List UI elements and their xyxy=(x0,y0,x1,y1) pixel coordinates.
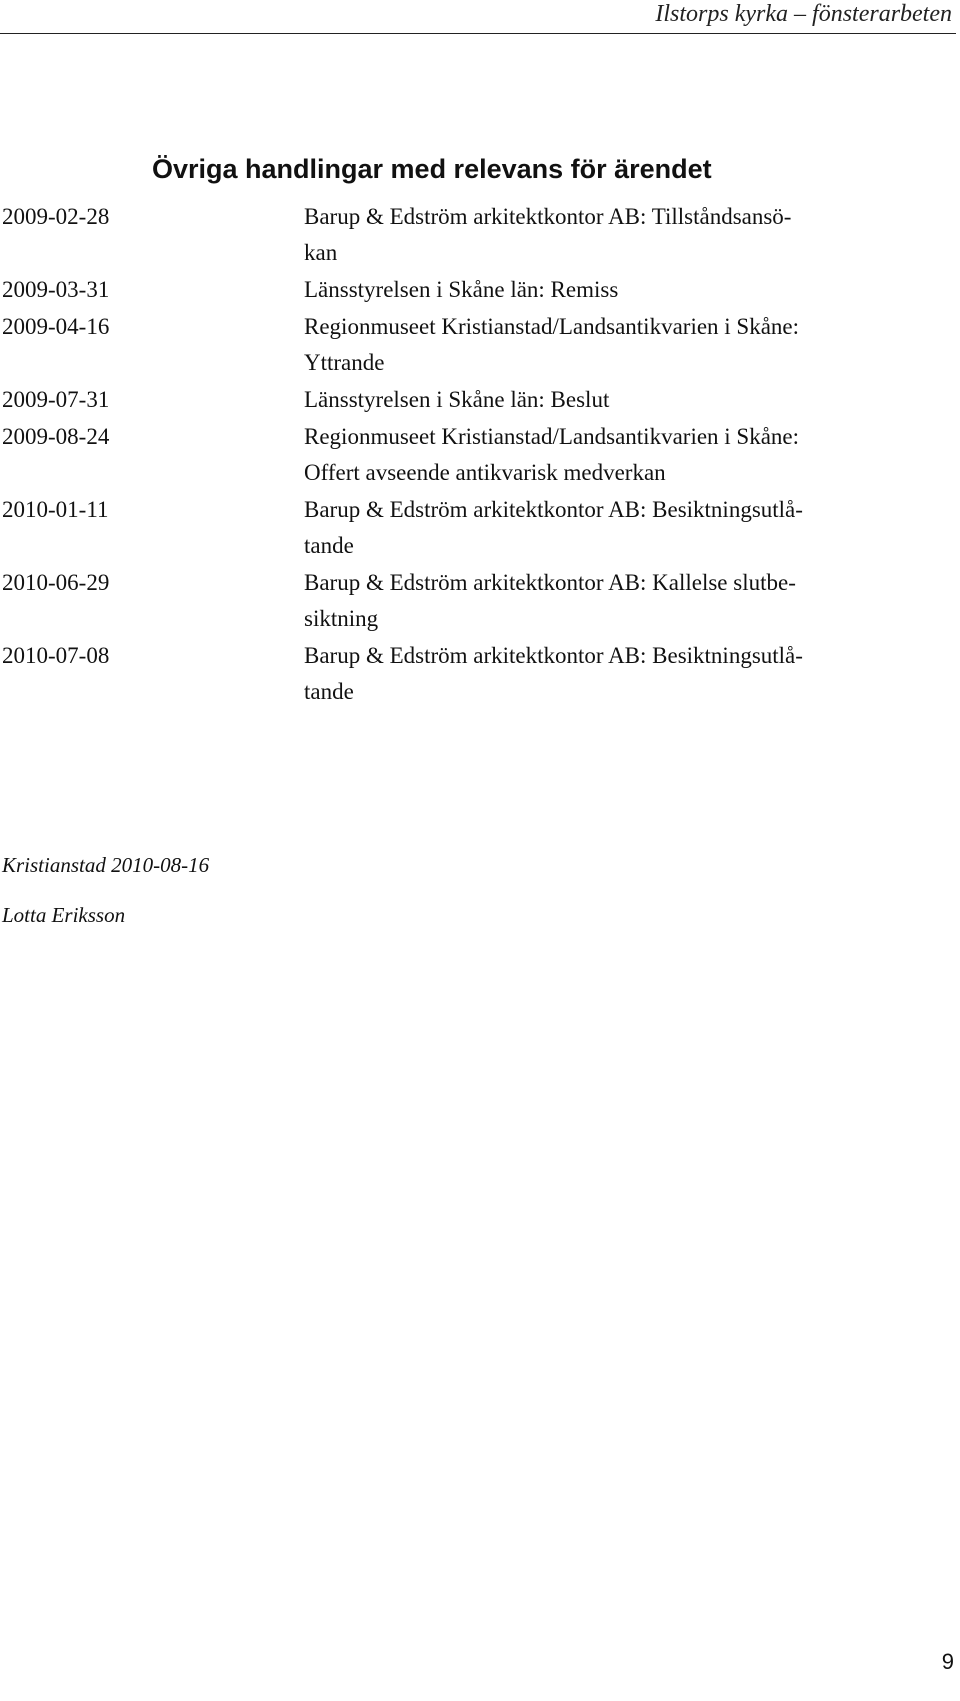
running-title: Ilstorps kyrka – fönsterarbeten xyxy=(655,1,952,27)
list-item xyxy=(0,419,960,491)
document-date: 2009-03-31 xyxy=(2,277,110,302)
description-line: Barup & Edström arkitektkontor AB: Kallelse slutbe- xyxy=(304,570,796,595)
description-line: Länsstyrelsen i Skåne län: Remiss xyxy=(304,277,619,302)
document-description xyxy=(304,309,954,381)
document-date: 2009-08-24 xyxy=(2,424,110,449)
description-line: Barup & Edström arkitektkontor AB: Besiktningsutlå- xyxy=(304,643,803,668)
description-line: kan xyxy=(304,240,338,265)
document-description xyxy=(304,382,954,418)
document-description xyxy=(304,492,954,564)
document-description xyxy=(304,419,954,491)
list-item xyxy=(0,638,960,710)
description-line: Offert avseende antikvarisk medverkan xyxy=(304,460,666,485)
list-item xyxy=(0,492,960,564)
signature-name: Lotta Eriksson xyxy=(2,903,126,927)
description-line: Yttrande xyxy=(304,350,385,375)
document-date: 2010-01-11 xyxy=(2,497,109,522)
list-item xyxy=(0,309,960,381)
list-item xyxy=(0,565,960,637)
document-list xyxy=(0,199,960,711)
description-line: tande xyxy=(304,533,354,558)
list-item xyxy=(0,199,960,271)
description-line: Länsstyrelsen i Skåne län: Beslut xyxy=(304,387,610,412)
document-date: 2010-06-29 xyxy=(2,570,110,595)
signature-place-date: Kristianstad 2010-08-16 xyxy=(2,853,210,877)
description-line: tande xyxy=(304,679,354,704)
document-description xyxy=(304,199,954,271)
document-description xyxy=(304,565,954,637)
document-description xyxy=(304,272,954,308)
list-item xyxy=(0,382,960,418)
document-date: 2010-07-08 xyxy=(2,643,110,668)
description-line: Barup & Edström arkitektkontor AB: Tillståndsansö- xyxy=(304,204,792,229)
list-item xyxy=(0,272,960,308)
description-line: Barup & Edström arkitektkontor AB: Besiktningsutlå- xyxy=(304,497,803,522)
description-line: Regionmuseet Kristianstad/Landsantikvarien i Skåne: xyxy=(304,314,800,339)
description-line: siktning xyxy=(304,606,379,631)
document-date: 2009-04-16 xyxy=(2,314,110,339)
document-date: 2009-02-28 xyxy=(2,204,110,229)
section-heading: Övriga handlingar med relevans för ärendet xyxy=(152,154,712,184)
description-line: Regionmuseet Kristianstad/Landsantikvarien i Skåne: xyxy=(304,424,800,449)
running-header xyxy=(0,0,956,34)
document-description xyxy=(304,638,954,710)
document-date: 2009-07-31 xyxy=(2,387,110,412)
page-number: 9 xyxy=(941,1649,954,1674)
